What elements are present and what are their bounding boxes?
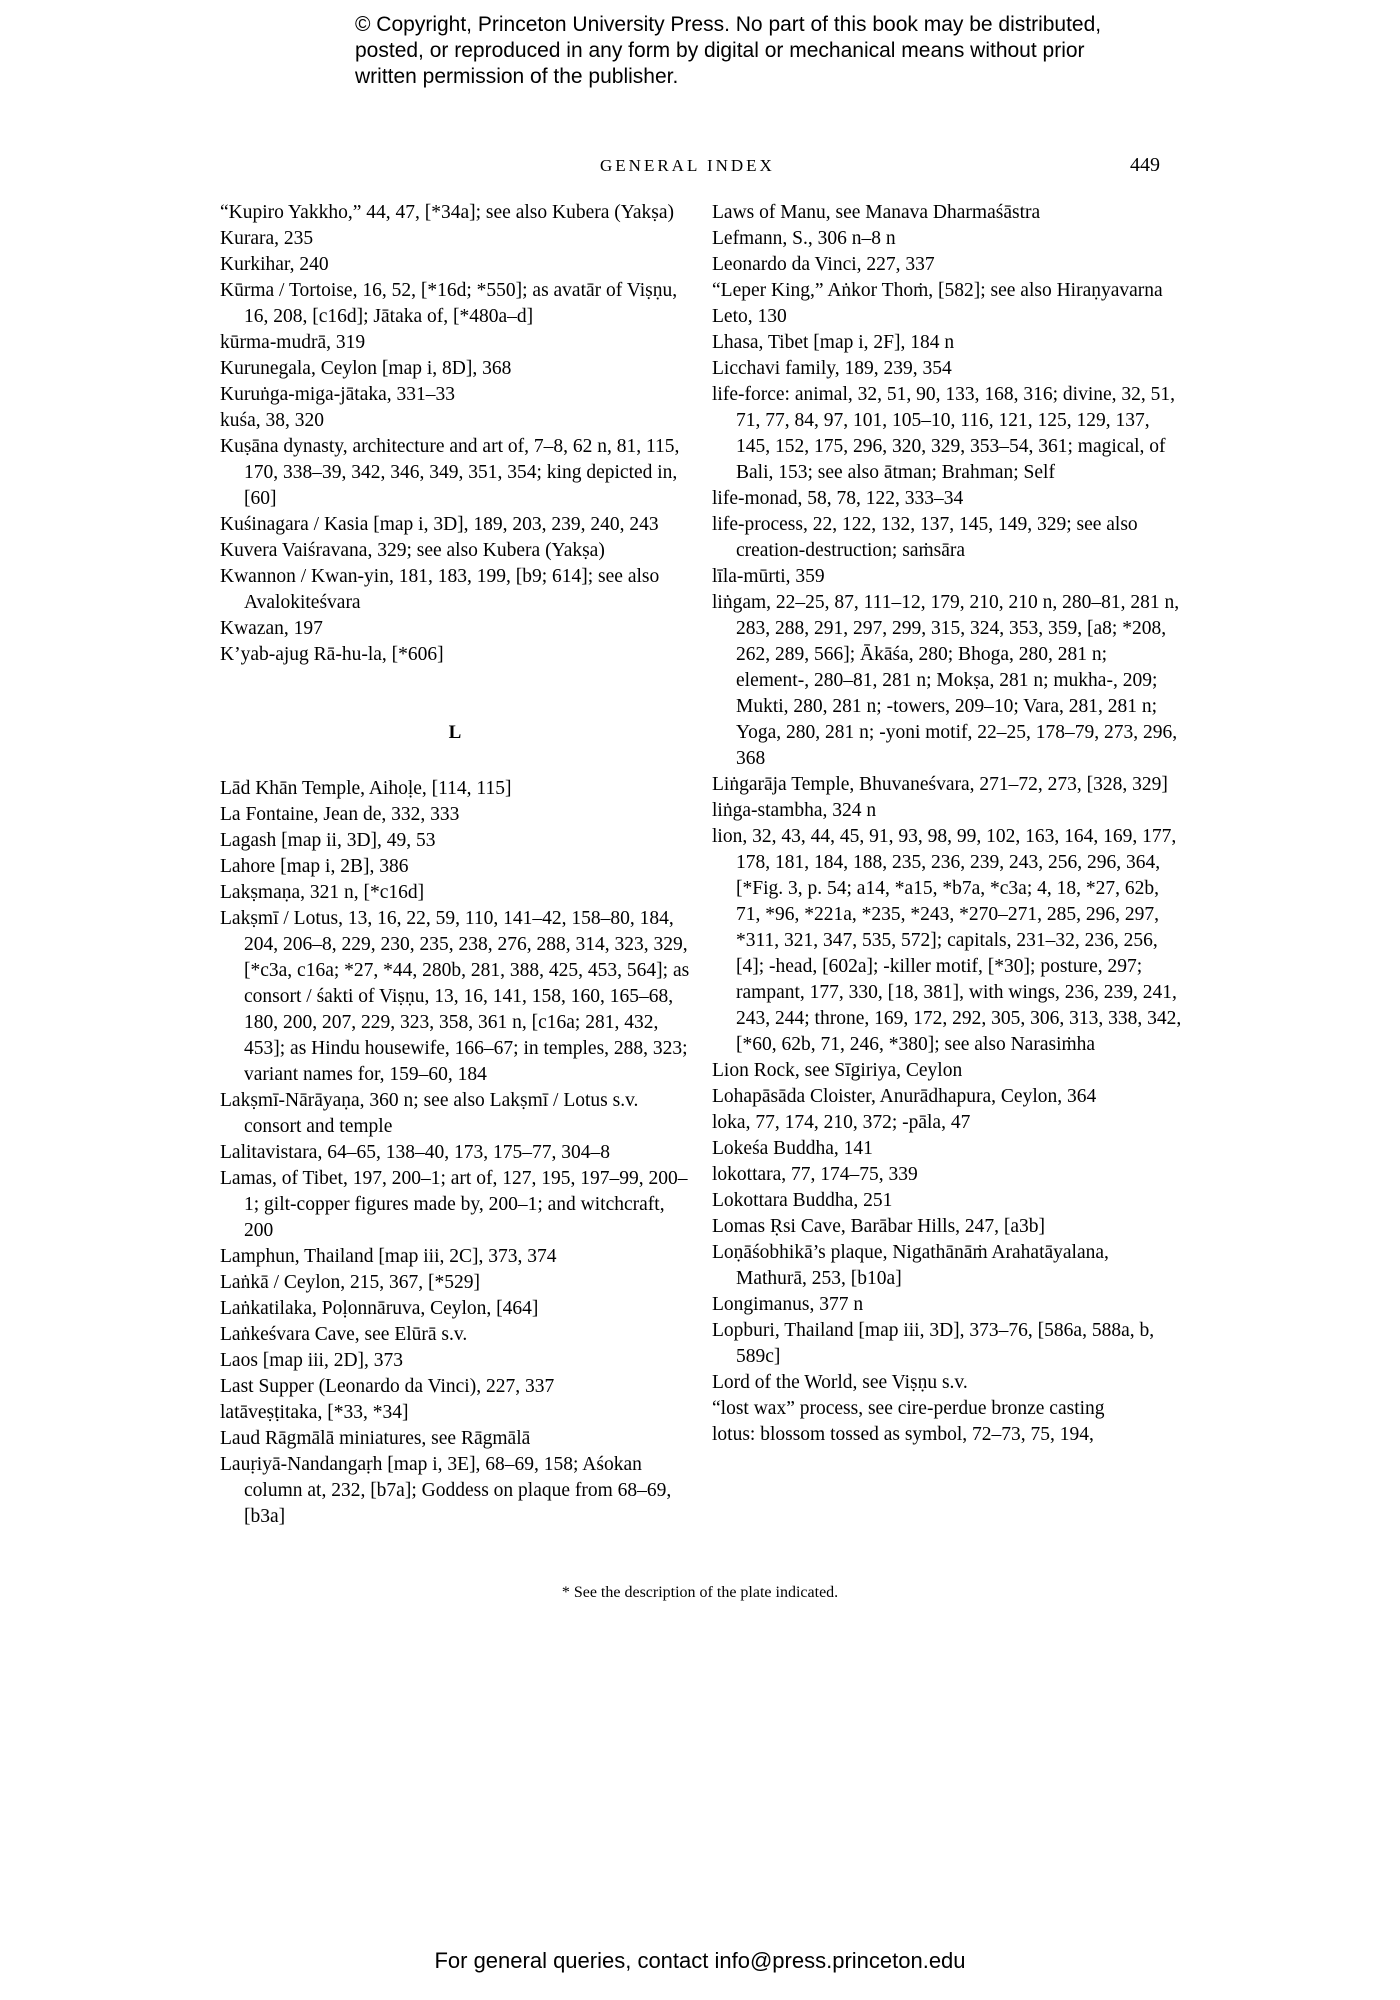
index-entry: Kwannon / Kwan-yin, 181, 183, 199, [b9; 614]; see also Avalokiteśvara bbox=[220, 566, 660, 613]
index-entry: Liṅgarāja Temple, Bhuvaneśvara, 271–72, 273, [328, 329] bbox=[712, 774, 1168, 795]
index-entry: Kurara, 235 bbox=[220, 228, 314, 249]
index-entry: Lomas Ṛsi Cave, Barābar Hills, 247, [a3b] bbox=[712, 1216, 1046, 1237]
index-entry: Lakṣmī / Lotus, 13, 16, 22, 59, 110, 141–42, 158–80, 184, 204, 206–8, 229, 230, 235, 238, 276, 288, 314, 323, 329, [*c3a, c16a; *27, *44, 280b, 281, 388, 425, 453, 564]; as consort / śakti of Viṣṇu, 13, 16, 141, 158, 160, 165–68, 180, 200, 207, 229, 323, 358, 361 n, [c16a; 281, 432, 453]; as Hindu housewife, 166–67; in temples, 288, 323; variant names for, 159–60, 184 bbox=[220, 908, 690, 1085]
index-entry: Kuṣāna dynasty, architecture and art of, 7–8, 62 n, 81, 115, 170, 338–39, 342, 346, 349, 351, 354; king depicted in, [60] bbox=[220, 436, 680, 509]
running-header: GENERAL INDEX bbox=[600, 156, 775, 175]
copyright-notice: © Copyright, Princeton University Press. No part of this book may be distributed, posted, or reproduced in any form by digital or mechanical means without prior written permission of the publisher. bbox=[355, 13, 1102, 88]
index-entry: life-monad, 58, 78, 122, 333–34 bbox=[712, 488, 964, 509]
index-entry: lokottara, 77, 174–75, 339 bbox=[712, 1164, 918, 1185]
index-entry: Lokeśa Buddha, 141 bbox=[712, 1138, 873, 1159]
index-entry: Leto, 130 bbox=[712, 306, 787, 327]
index-entry: kūrma-mudrā, 319 bbox=[220, 332, 366, 353]
index-entry: liṅgam, 22–25, 87, 111–12, 179, 210, 210 n, 280–81, 281 n, 283, 288, 291, 297, 299, 315, 324, 353, 359, [a8; *208, 262, 289, 566]; Ākāśa, 280; Bhoga, 280, 281 n; element-, 280–81, 281 n; Mokṣa, 281 n; mukha-, 209; Mukti, 280, 281 n; -towers, 209–10; Vara, 281, 281 n; Yoga, 280, 281 n; -yoni motif, 22–25, 178–79, 273, 296, 368 bbox=[712, 592, 1180, 769]
index-entry: Lion Rock, see Sīgiriya, Ceylon bbox=[712, 1060, 963, 1081]
index-entry: Lagash [map ii, 3D], 49, 53 bbox=[220, 830, 436, 851]
index-entry: lotus: blossom tossed as symbol, 72–73, 75, 194, bbox=[712, 1424, 1094, 1445]
index-entry: Kuśinagara / Kasia [map i, 3D], 189, 203, 239, 240, 243 bbox=[220, 514, 659, 535]
index-entry: Lhasa, Tibet [map i, 2F], 184 n bbox=[712, 332, 955, 353]
index-entry: latāveṣṭitaka, [*33, *34] bbox=[220, 1402, 409, 1423]
index-entry: Lamas, of Tibet, 197, 200–1; art of, 127, 195, 197–99, 200–1; gilt-copper figures made by, 200–1; and witchcraft, 200 bbox=[220, 1168, 688, 1241]
index-entry: Lord of the World, see Viṣṇu s.v. bbox=[712, 1372, 968, 1393]
index-entry: “lost wax” process, see cire-perdue bronze casting bbox=[712, 1398, 1105, 1419]
index-entry: Kuvera Vaiśravana, 329; see also Kubera (Yakṣa) bbox=[220, 540, 605, 561]
index-entry: Lokottara Buddha, 251 bbox=[712, 1190, 893, 1211]
index-entry: Leonardo da Vinci, 227, 337 bbox=[712, 254, 935, 275]
index-entry: “Leper King,” Aṅkor Thoṁ, [582]; see also Hiraṇyavarna bbox=[712, 280, 1163, 301]
index-entry: Lakṣmī-Nārāyaṇa, 360 n; see also Lakṣmī / Lotus s.v. consort and temple bbox=[220, 1090, 639, 1137]
index-entry: liṅga-stambha, 324 n bbox=[712, 800, 877, 821]
page-number: 449 bbox=[1130, 154, 1160, 176]
index-entry: K’yab-ajug Rā-hu-la, [*606] bbox=[220, 644, 444, 665]
letter-heading: L bbox=[448, 722, 462, 743]
index-entry: Laṅkā / Ceylon, 215, 367, [*529] bbox=[220, 1272, 480, 1293]
right-entries bbox=[712, 200, 1182, 1448]
index-entry: kuśa, 38, 320 bbox=[220, 410, 324, 431]
index-entry: Lahore [map i, 2B], 386 bbox=[220, 856, 409, 877]
index-entry: Lefmann, S., 306 n–8 n bbox=[712, 228, 896, 249]
index-entry: Laws of Manu, see Manava Dharmaśāstra bbox=[712, 202, 1041, 223]
index-entry: Licchavi family, 189, 239, 354 bbox=[712, 358, 952, 379]
index-entry: lion, 32, 43, 44, 45, 91, 93, 98, 99, 102, 163, 164, 169, 177, 178, 181, 184, 188, 235, 236, 239, 243, 256, 296, 364, [*Fig. 3, p. 54; a14, *a15, *b7a, *c3a; 4, 18, *27, 62b, 71, *96, *221a, *235, *243, *270–271, 285, 296, 297, *311, 321, 347, 535, 572]; capitals, 231–32, 236, 256, [4]; -head, [602a]; -killer motif, [*30]; posture, 297; rampant, 177, 330, [18, 381], with wings, 236, 239, 241, 243, 244; throne, 169, 172, 292, 305, 306, 313, 338, 342, [*60, 62b, 71, 246, *380]; see also Narasiṁha bbox=[712, 826, 1182, 1055]
index-entry: Kurkihar, 240 bbox=[220, 254, 329, 275]
index-entry: “Kupiro Yakkho,” 44, 47, [*34a]; see also Kubera (Yakṣa) bbox=[220, 202, 675, 223]
index-entry: līla-mūrti, 359 bbox=[712, 566, 825, 587]
k-entries bbox=[220, 200, 690, 668]
index-column-right bbox=[712, 200, 1182, 1448]
index-entry: Laṅkatilaka, Poḷonnāruva, Ceylon, [464] bbox=[220, 1298, 539, 1319]
index-entry: La Fontaine, Jean de, 332, 333 bbox=[220, 804, 460, 825]
index-entry: loka, 77, 174, 210, 372; -pāla, 47 bbox=[712, 1112, 971, 1133]
index-entry: life-force: animal, 32, 51, 90, 133, 168, 316; divine, 32, 51, 71, 77, 84, 97, 101, 105–10, 116, 121, 125, 129, 137, 145, 152, 175, 296, 320, 329, 353–54, 361; magical, of Bali, 153; see also ātman; Brahman; Self bbox=[712, 384, 1176, 483]
index-entry: Laos [map iii, 2D], 373 bbox=[220, 1350, 404, 1371]
index-entry: Kwazan, 197 bbox=[220, 618, 323, 639]
footnote: * See the description of the plate indicated. bbox=[561, 1584, 839, 1601]
index-entry: Lauṛiyā-Nandangaṛh [map i, 3E], 68–69, 158; Aśokan column at, 232, [b7a]; Goddess on plaque from 68–69, [b3a] bbox=[220, 1454, 672, 1527]
index-entry: Lamphun, Thailand [map iii, 2C], 373, 374 bbox=[220, 1246, 557, 1267]
index-entry: Lopburi, Thailand [map iii, 3D], 373–76, [586a, 588a, b, 589c] bbox=[712, 1320, 1155, 1367]
contact-notice: For general queries, contact info@press.princeton.edu bbox=[434, 1948, 966, 1973]
index-entry: Kuruṅga-miga-jātaka, 331–33 bbox=[220, 384, 456, 405]
index-entry: Loṇāśobhikā’s plaque, Nigathānāṁ Arahatāyalana, Mathurā, 253, [b10a] bbox=[712, 1242, 1109, 1289]
index-column-left bbox=[220, 200, 690, 1530]
index-entry: Laud Rāgmālā miniatures, see Rāgmālā bbox=[220, 1428, 531, 1449]
index-entry: Lād Khān Temple, Aihoḷe, [114, 115] bbox=[220, 778, 512, 799]
l-entries bbox=[220, 776, 690, 1530]
index-entry: Last Supper (Leonardo da Vinci), 227, 337 bbox=[220, 1376, 555, 1397]
index-entry: Lohapāsāda Cloister, Anurādhapura, Ceylon, 364 bbox=[712, 1086, 1097, 1107]
index-entry: Longimanus, 377 n bbox=[712, 1294, 864, 1315]
index-entry: life-process, 22, 122, 132, 137, 145, 149, 329; see also creation-destruction; saṁsāra bbox=[712, 514, 1138, 561]
index-entry: Kurunegala, Ceylon [map i, 8D], 368 bbox=[220, 358, 512, 379]
index-entry: Lalitavistara, 64–65, 138–40, 173, 175–77, 304–8 bbox=[220, 1142, 610, 1163]
index-entry: Laṅkeśvara Cave, see Elūrā s.v. bbox=[220, 1324, 468, 1345]
index-entry: Kūrma / Tortoise, 16, 52, [*16d; *550]; as avatār of Viṣṇu, 16, 208, [c16d]; Jātaka of, [*480a–d] bbox=[220, 280, 678, 327]
index-entry: Lakṣmaṇa, 321 n, [*c16d] bbox=[220, 882, 425, 903]
